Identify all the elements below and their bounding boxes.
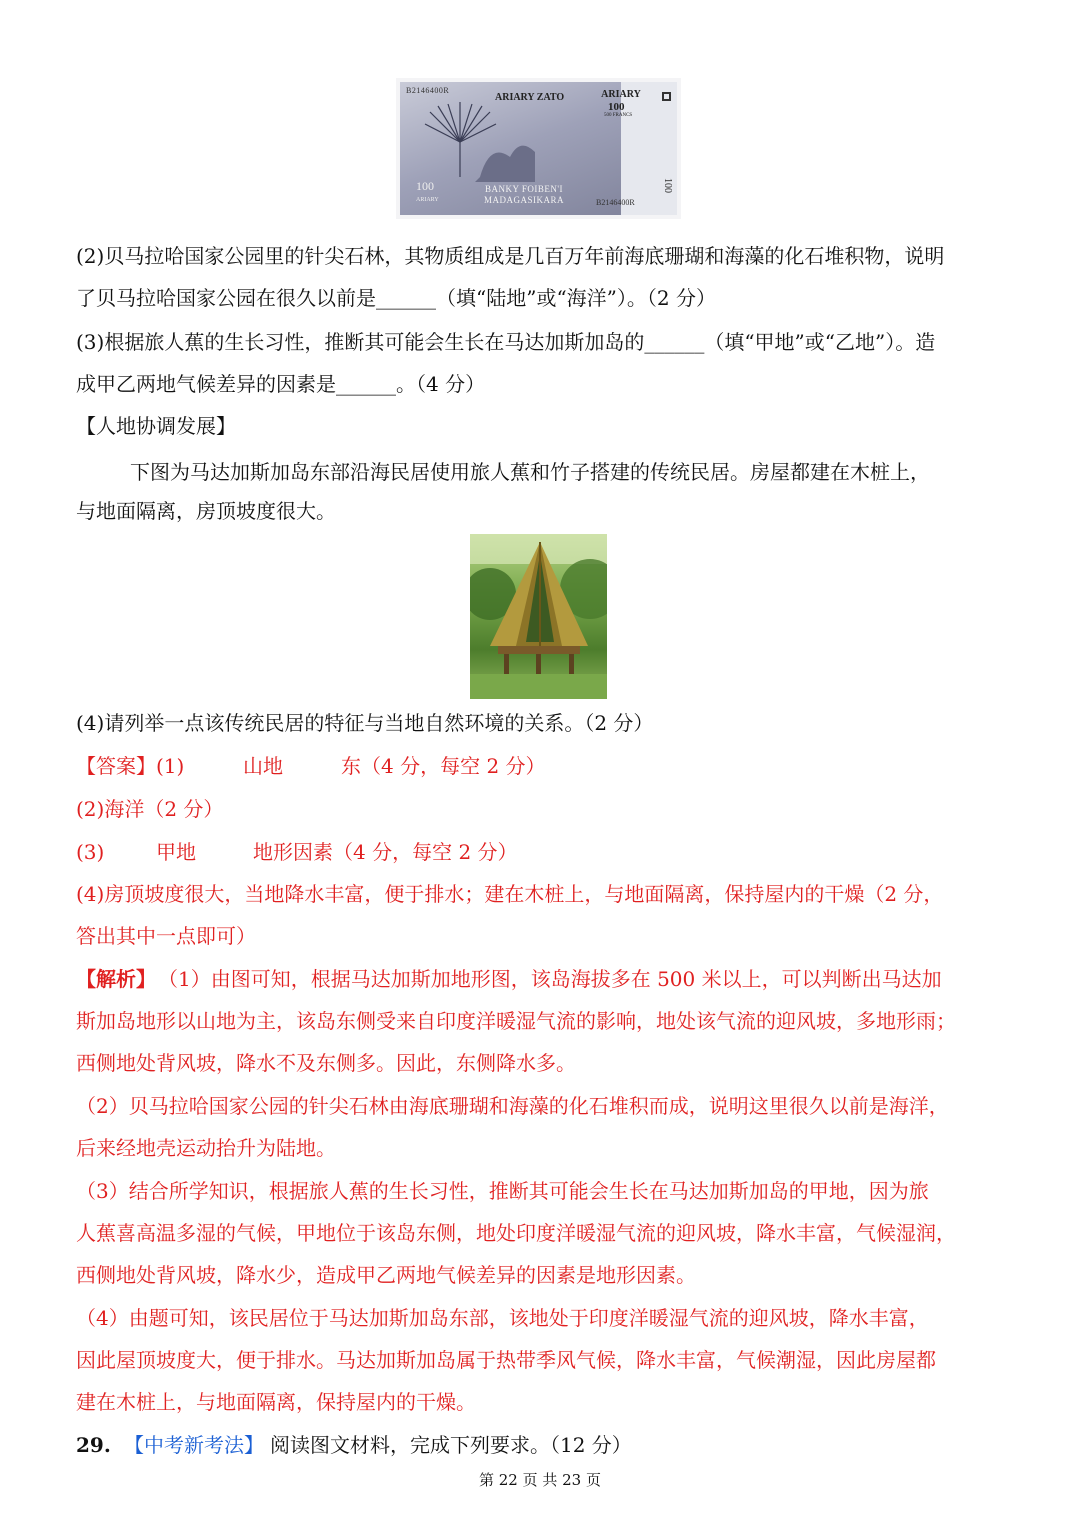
banknote-brand: ARIARY bbox=[601, 89, 641, 100]
section-heading: 【人地协调发展】 bbox=[76, 414, 236, 438]
page-footer: 第 22 页 共 23 页 bbox=[478, 1471, 601, 1489]
banknote-photo bbox=[396, 78, 681, 219]
traditional-house-photo bbox=[470, 534, 607, 699]
analysis-1-line2: 斯加岛地形以山地为主，该岛东侧受来自印度洋暖湿气流的影响，地处该气流的迎风坡，多地形雨； bbox=[76, 1009, 956, 1033]
analysis-3-line2: 人蕉喜高温多湿的气候，甲地位于该岛东侧，地处印度洋暖湿气流的迎风坡，降水丰富，气候湿润， bbox=[76, 1221, 956, 1245]
banknote-name: ARIARY ZATO bbox=[495, 92, 565, 103]
question-2-line2: 了贝马拉哈国家公园在很久以前是______（填“陆地”或“海洋”）。（2 分） bbox=[76, 286, 716, 310]
analysis-4-line2: 因此屋顶坡度大，便于排水。马达加斯加岛属于热带季风气候，降水丰富，气候潮湿，因此房屋都 bbox=[76, 1348, 936, 1372]
analysis-1-line1: （1）由图可知，根据马达加斯加地形图，该岛海拔多在 500 米以上，可以判断出马达加 bbox=[158, 967, 942, 991]
analysis-2-line1: （2）贝马拉哈国家公园的针尖石林由海底珊瑚和海藻的化石堆积而成，说明这里很久以前是海洋， bbox=[76, 1094, 949, 1118]
analysis-2-line2: 后来经地壳运动抬升为陆地。 bbox=[76, 1136, 336, 1160]
analysis-3-line1: （3）结合所学知识，根据旅人蕉的生长习性，推断其可能会生长在马达加斯加岛的甲地，因为旅 bbox=[76, 1179, 929, 1203]
question-3-line2: 成甲乙两地气候差异的因素是______。（4 分） bbox=[76, 372, 486, 396]
banknote-serial-top: B2146400R bbox=[406, 86, 450, 95]
house-illustration bbox=[470, 534, 607, 699]
answer-1-part2: 东（4 分，每空 2 分） bbox=[341, 754, 546, 778]
banknote-serial-bottom: B2146400R bbox=[596, 198, 635, 207]
banknote-ariary-label: ARIARY bbox=[416, 197, 439, 203]
banknote-francs: 500 FRANCS bbox=[604, 113, 633, 118]
banknote-bank-line1: BANKY FOIBEN'I bbox=[484, 184, 564, 194]
banknote-denomination-bottom: 100 bbox=[416, 179, 434, 193]
question-29-number: 29. bbox=[76, 1433, 111, 1457]
banknote-bank-name bbox=[484, 184, 564, 206]
square-icon bbox=[662, 92, 671, 101]
intro-line1: 下图为马达加斯加岛东部沿海民居使用旅人蕉和竹子搭建的传统民居。房屋都建在木桩上， bbox=[130, 460, 930, 484]
analysis-label: 【解析】 bbox=[76, 967, 156, 991]
analysis-4-line3: 建在木桩上，与地面隔离，保持屋内的干燥。 bbox=[76, 1390, 476, 1414]
question-29-text: 阅读图文材料，完成下列要求。（12 分） bbox=[270, 1433, 632, 1457]
question-29-tag: 【中考新考法】 bbox=[124, 1433, 264, 1457]
answer-3-label: (3) bbox=[76, 840, 105, 864]
answer-4-line1: (4)房顶坡度很大，当地降水丰富，便于排水；建在木桩上，与地面隔离，保持屋内的干燥（2 分， bbox=[76, 882, 944, 906]
answer-3-part1: 甲地 bbox=[156, 840, 196, 864]
banknote-side-number: 100 bbox=[662, 178, 673, 193]
answer-1-part1: 山地 bbox=[243, 754, 283, 778]
analysis-3-line3: 西侧地处背风坡，降水少，造成甲乙两地气候差异的因素是地形因素。 bbox=[76, 1263, 696, 1287]
analysis-4-line1: （4）由题可知，该民居位于马达加斯加岛东部，该地处于印度洋暖湿气流的迎风坡，降水丰富， bbox=[76, 1306, 929, 1330]
answer-label: 【答案】(1) bbox=[76, 754, 185, 778]
banknote-bank-line2: MADAGASIKARA bbox=[484, 195, 565, 205]
question-4: (4)请列举一点该传统民居的特征与当地自然环境的关系。（2 分） bbox=[76, 711, 654, 735]
question-2-line1: (2)贝马拉哈国家公园里的针尖石林，其物质组成是几百万年前海底珊瑚和海藻的化石堆积物，说明 bbox=[76, 244, 945, 268]
intro-line2: 与地面隔离，房顶坡度很大。 bbox=[76, 499, 336, 523]
traveller-palm-illustration bbox=[420, 102, 540, 182]
banknote-denomination: 100 bbox=[608, 101, 625, 113]
answer-4-line2: 答出其中一点即可） bbox=[76, 924, 256, 948]
question-3-line1: (3)根据旅人蕉的生长习性，推断其可能会生长在马达加斯加岛的______（填“甲地”或“乙地”）。造 bbox=[76, 330, 936, 354]
analysis-1-line3: 西侧地处背风坡，降水不及东侧多。因此，东侧降水多。 bbox=[76, 1051, 576, 1075]
answer-3-part2: 地形因素（4 分，每空 2 分） bbox=[253, 840, 518, 864]
answer-2: (2)海洋（2 分） bbox=[76, 797, 224, 821]
banknote-white-band bbox=[621, 82, 677, 215]
